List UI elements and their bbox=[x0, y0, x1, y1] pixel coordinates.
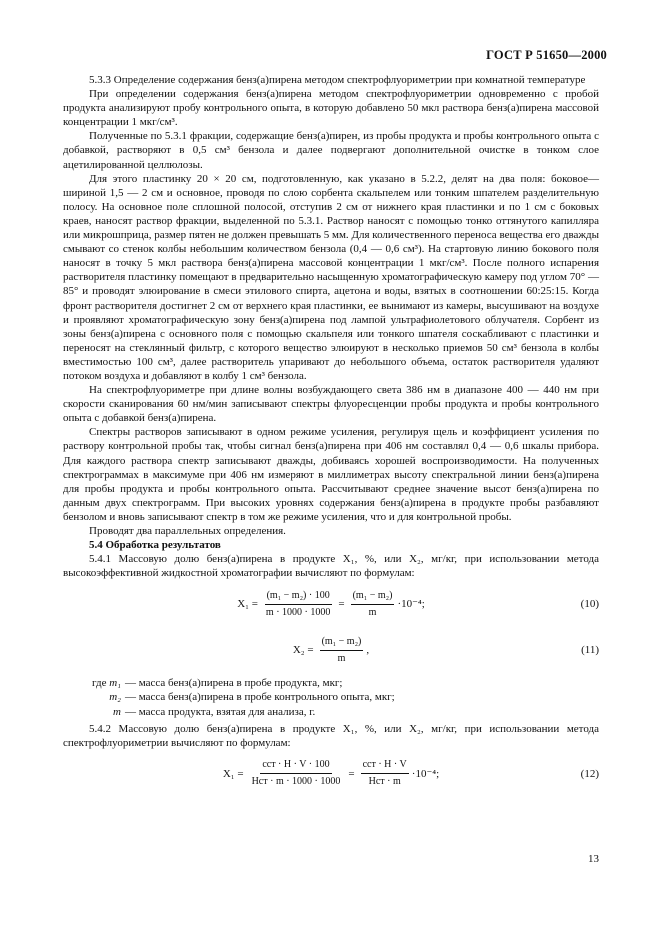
fraction-numerator: (m₁ − m₂) · 100 bbox=[265, 589, 332, 605]
fraction-numerator: cст · H · V · 100 bbox=[260, 758, 331, 774]
fraction bbox=[351, 589, 395, 620]
formula-tail: ·10⁻⁴; bbox=[411, 767, 440, 780]
paragraph-5-4-1: 5.4.1 Массовую долю бенз(а)пирена в продукте X₁, %, или X₂, мг/кг, при использовании метода высокоэффективной жидкостной хроматографии вычисляют по формулам: bbox=[63, 553, 599, 580]
formula-number: (10) bbox=[580, 598, 599, 611]
fraction-denominator: Hст · m · 1000 · 1000 bbox=[251, 776, 341, 788]
formula-lhs: X₁ = bbox=[237, 598, 258, 611]
definition-symbol: m bbox=[113, 705, 121, 718]
paragraph-5-3-3: 5.3.3 Определение содержания бенз(а)пирена методом спектрофлуориметрии при комнатной температуре bbox=[89, 74, 586, 86]
fraction bbox=[250, 758, 343, 789]
definition-row bbox=[63, 676, 599, 690]
fraction-denominator: m bbox=[368, 606, 377, 618]
equals-sign: = bbox=[348, 767, 355, 780]
section-heading-5-4: 5.4 Обработка результатов bbox=[89, 539, 221, 552]
fraction bbox=[320, 635, 364, 666]
paragraph: Проводят два параллельных определения. bbox=[89, 525, 286, 537]
paragraph: Для этого пластинку 20 × 20 см, подготовленную, как указано в 5.2.2, делят на два поля: боковое— шириной 1,5 — 2 см и основное, проводя по слою сорбента скальпелем или тонким шпателем разделительную полосу. На основное поле сплошной полосой, отступив 2 см от нижнего края пластинки и по 1 см с боковых краев, наносят раствор фракции, выделенной по 5.3.1. Раствор наносят с помощью тонко оттянутого капилляра или микрошприца, размер пятен не должен превышать 5 мм. Для количественного переноса вещества его дважды смывают со стенок колбы небольшим количеством бензола (0,4 — 0,6 см³). На стартовую линию бокового поля наносят в точку 5 мкл раствора бенз(а)пирена массовой концентрации 1 мкг/см³. После полного испарения растворителя пластинку помещают в предварительно насыщенную хроматографическую камеру под углом 70° — 85° и проводят элюирование в смеси этилового спирта, ацетона и воды, взятых в соотношении 60:25:15. Когда фронт растворителя достигнет 2 см от верхнего края пластинки, ее вынимают из камеры, высушивают на воздухе и проявляют хроматографическую зону бенз(а)пирена под лампой ультрафиолетового облучателя. Сорбент из зоны бенз(а)пирена с основного поля с помощью скальпеля или тонкого шпателя соскабливают с пластинки и переносят на стеклянный фильтр, с которого вещество элюируют в несколько приемов 50 см³ бензола в колбы вместимостью 100 см³, далее растворитель упаривают до небольшого объема, остаток растворителя удаляют потоком воздуха и добавляют в колбу 1 см³ бензола. bbox=[63, 172, 599, 382]
formula-10 bbox=[63, 584, 599, 624]
formula-12 bbox=[63, 754, 599, 794]
document-body bbox=[63, 73, 599, 794]
paragraph: При определении содержания бенз(а)пирена методом спектрофлуориметрии одновременно с пробой продукта анализируют пробу контрольного опыта, в которую добавлено 50 мкл раствора бенз(а)пирена массовой концентрации 1 мкг/см³. bbox=[63, 88, 599, 129]
paragraph: Спектры растворов записывают в одном режиме усиления, регулируя щель и коэффициент усиления по раствору контрольной пробы так, чтобы сигнал бенз(а)пирена при 406 нм составлял 0,4 — 0,6 шкалы прибора. Для каждого раствора спектр записывают дважды, добиваясь хорошей воспроизводимости. На полученных спектрограммах в максимуме при 406 нм измеряют в миллиметрах высоту спектральной линии бенз(а)пирена для пробы продукта и пробы контрольного опыта. Рассчитывают среднее значение высот бенз(а)пирена по данным двух спектрограмм. При высоких уровнях содержания бенз(а)пирена в продукте пробы разбавляют бензолом и вновь записывают спектр в том же режиме усиления, что и для контрольной пробы. bbox=[63, 426, 599, 523]
formula-number: (12) bbox=[580, 767, 599, 780]
formula-tail: ·10⁻⁴; bbox=[397, 598, 425, 611]
fraction bbox=[264, 589, 332, 620]
equals-sign: = bbox=[338, 598, 345, 611]
formula-number: (11) bbox=[581, 644, 599, 657]
paragraph-5-4-2: 5.4.2 Массовую долю бенз(а)пирена в продукте X₁, %, или X₂, мг/кг, при использовании метода спектрофлуориметрии вычисляют по формулам: bbox=[63, 722, 599, 749]
fraction-numerator: (m₁ − m₂) bbox=[320, 635, 364, 651]
formula-11 bbox=[63, 630, 599, 670]
fraction-denominator: m · 1000 · 1000 bbox=[265, 606, 331, 618]
definitions-list bbox=[63, 676, 599, 718]
fraction bbox=[361, 758, 409, 789]
fraction-numerator: cст · H · V bbox=[361, 758, 409, 774]
definition-row bbox=[63, 705, 599, 719]
definition-row bbox=[63, 690, 599, 704]
paragraph: Полученные по 5.3.1 фракции, содержащие бенз(а)пирен, из пробы продукта и пробы контрольного опыта с добавкой, растворяют в 0,5 см³ бензола и далее подвергают дополнительной очистке в тонком слое ацетилированной целлюлозы. bbox=[63, 130, 599, 171]
fraction-denominator: Hст · m bbox=[368, 776, 401, 788]
fraction-denominator: m bbox=[337, 652, 346, 664]
fraction-numerator: (m₁ − m₂) bbox=[351, 589, 395, 605]
formula-lhs: X₂ = bbox=[292, 644, 314, 657]
formula-lhs: X₁ = bbox=[222, 767, 244, 780]
definition-text: — масса бенз(а)пирена в пробе контрольного опыта, мкг; bbox=[125, 691, 395, 704]
formula-tail: , bbox=[366, 644, 370, 657]
document-code-header: ГОСТ Р 51650—2000 bbox=[486, 48, 607, 62]
definition-symbol: где m₁ bbox=[92, 677, 121, 690]
page-number: 13 bbox=[588, 853, 599, 865]
paragraph: На спектрофлуориметре при длине волны возбуждающего света 386 нм в диапазоне 400 — 440 нм при скорости сканирования 60 нм/мин записывают спектры флуоресценции пробы продукта и пробы контрольного опыта с добавкой бенз(а)пирена. bbox=[63, 384, 599, 425]
definition-text: — масса бенз(а)пирена в пробе продукта, мкг; bbox=[125, 677, 343, 690]
definition-text: — масса продукта, взятая для анализа, г. bbox=[125, 705, 316, 718]
definition-symbol: m₂ bbox=[109, 691, 121, 704]
